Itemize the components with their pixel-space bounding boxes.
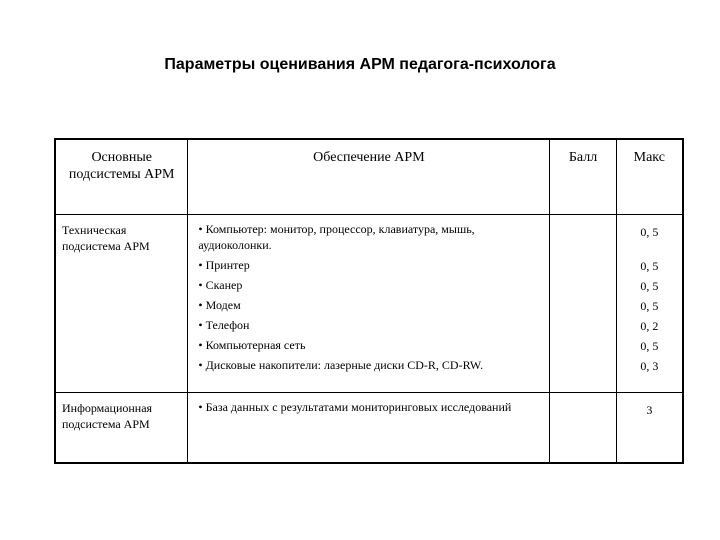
max-value: 0, 5 xyxy=(640,278,659,293)
score-cell xyxy=(550,214,616,392)
max-value: 0, 5 xyxy=(640,224,659,239)
header-score: Балл xyxy=(550,140,616,214)
max-value: 0, 5 xyxy=(640,298,659,313)
list-item: • Компьютер: монитор, процессор, клавиатура, мышь, аудиоколонки. xyxy=(198,221,475,252)
list-item: • Дисковые накопители: лазерные диски CD-R, CD-RW. xyxy=(198,357,484,372)
list-item: • Модем xyxy=(198,297,241,312)
page-title: Параметры оценивания АРМ педагога-психолога xyxy=(164,56,556,73)
list-item: • Компьютерная сеть xyxy=(198,337,306,352)
max-value: 0, 5 xyxy=(640,338,659,353)
max-values xyxy=(617,215,682,376)
provision-list xyxy=(188,215,549,373)
score-cell xyxy=(550,392,616,462)
parameters-table xyxy=(54,138,684,464)
max-value: 0, 3 xyxy=(640,358,659,373)
header-subsystems: Основные подсистемы АРМ xyxy=(56,140,188,214)
list-item: • Телефон xyxy=(198,317,250,332)
table-row xyxy=(56,214,682,392)
subsystem-label: Информационная подсистема АРМ xyxy=(62,400,153,431)
max-values xyxy=(617,393,682,420)
table-header-row xyxy=(56,140,682,214)
list-item: • Сканер xyxy=(198,277,243,292)
max-value: 0, 5 xyxy=(640,258,659,273)
table-row xyxy=(56,392,682,462)
header-max: Макс xyxy=(633,150,665,165)
subsystem-label: Техническая подсистема АРМ xyxy=(62,222,150,253)
list-item: • База данных с результатами мониторинговых исследований xyxy=(198,399,512,414)
max-value: 0, 2 xyxy=(640,318,659,333)
header-provision: Обеспечение АРМ xyxy=(188,140,550,214)
max-value: 3 xyxy=(646,402,653,417)
provision-list xyxy=(188,393,549,415)
list-item: • Принтер xyxy=(198,257,250,272)
